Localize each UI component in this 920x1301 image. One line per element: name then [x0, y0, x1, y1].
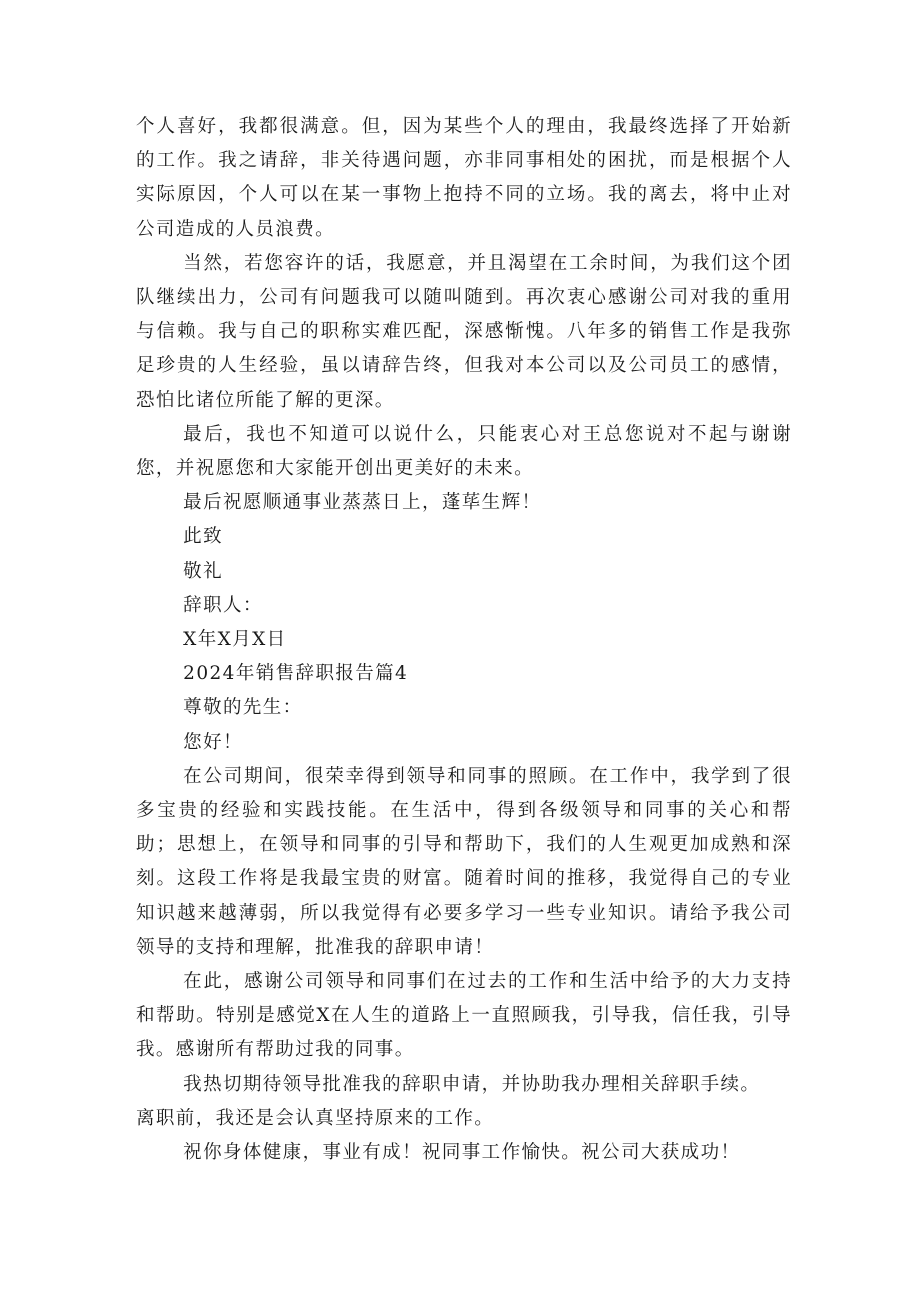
paragraph-3: 最后，我也不知道可以说什么，只能衷心对王总您说对不起与谢谢您，并祝愿您和大家能开创出更美好的未来。	[136, 423, 792, 480]
paragraph-1: 个人喜好，我都很满意。但，因为某些个人的理由，我最终选择了开始新的工作。我之请辞，非关待遇问题，亦非同事相处的困扰，而是根据个人实际原因，个人可以在某一事物上抱持不同的立场。我的离去，将中止对公司造成的人员浪费。	[136, 116, 792, 240]
date-line: X年X月X日	[183, 629, 287, 651]
letter-body	[136, 110, 792, 1170]
paragraph-6: 我热切期待领导批准我的辞职申请，并协助我办理相关辞职手续。	[183, 1073, 761, 1095]
greeting-addressee: 尊敬的先生：	[183, 697, 303, 719]
paragraph-5: 在此，感谢公司领导和同事们在过去的工作和生活中给予的大力支持和帮助。特别是感觉X在人生的道路上一直照顾我，引导我，信任我，引导我。感谢所有帮助过我的同事。	[136, 971, 792, 1061]
section-title: 2024年销售辞职报告篇4	[183, 663, 409, 685]
closing-wish: 最后祝愿顺通事业蒸蒸日上，蓬荜生辉！	[183, 492, 542, 514]
paragraph-4: 在公司期间，很荣幸得到领导和同事的照顾。在工作中，我学到了很多宝贵的经验和实践技能。在生活中，得到各级领导和同事的关心和帮助；思想上，在领导和同事的引导和帮助下，我们的人生观更加成熟和深刻。这段工作将是我最宝贵的财富。随着时间的推移，我觉得自己的专业知识越来越薄弱，所以我觉得有必要多学习一些专业知识。请给予我公司领导的支持和理解，批准我的辞职申请！	[136, 765, 792, 958]
greeting-hello: 您好！	[183, 731, 243, 753]
salutation-jingli: 敬礼	[183, 560, 223, 582]
paragraph-2: 当然，若您容许的话，我愿意，并且渴望在工余时间，为我们这个团队继续出力，公司有问题我可以随叫随到。再次衷心感谢公司对我的重用与信赖。我与自己的职称实难匹配，深感惭愧。八年多的销售工作是我弥足珍贵的人生经验，虽以请辞告终，但我对本公司以及公司员工的感情，恐怕比诸位所能了解的更深。	[136, 252, 792, 411]
signer-label: 辞职人：	[183, 594, 263, 616]
paragraph-8: 祝你身体健康，事业有成！祝同事工作愉快。祝公司大获成功！	[183, 1142, 741, 1164]
paragraph-7: 离职前，我还是会认真坚持原来的工作。	[136, 1107, 495, 1129]
salutation-cizhi: 此致	[183, 526, 223, 548]
